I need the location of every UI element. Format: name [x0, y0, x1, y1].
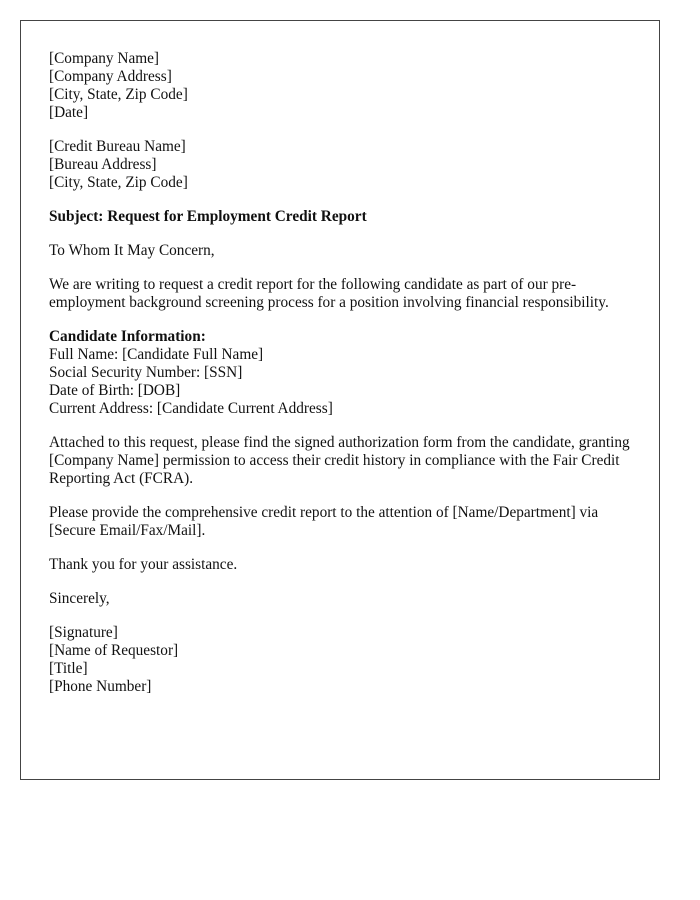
letter-content [49, 50, 639, 712]
authorization-paragraph: Attached to this request, please find the signed authorization form from the candidate, granting [Company Name] permission to access their credit history in compliance with the Fair Credit Reporting Act (FCRA). [49, 434, 630, 487]
signature-placeholder: [Signature] [49, 624, 118, 641]
requestor-phone: [Phone Number] [49, 678, 152, 695]
candidate-address: Current Address: [Candidate Current Address] [49, 400, 333, 417]
sender-company-name: [Company Name] [49, 50, 160, 67]
recipient-address-block [49, 138, 639, 192]
sender-city-state-zip: [City, State, Zip Code] [49, 86, 188, 103]
letter-date: [Date] [49, 104, 89, 121]
subject-line: Subject: Request for Employment Credit Report [49, 208, 367, 225]
candidate-full-name: Full Name: [Candidate Full Name] [49, 346, 264, 363]
sender-address-block [49, 50, 639, 122]
candidate-dob: Date of Birth: [DOB] [49, 382, 181, 399]
salutation: To Whom It May Concern, [49, 242, 215, 259]
sender-company-address: [Company Address] [49, 68, 172, 85]
candidate-info-heading: Candidate Information: [49, 328, 206, 345]
thanks-line: Thank you for your assistance. [49, 556, 238, 573]
intro-paragraph: We are writing to request a credit report for the following candidate as part of our pre-employment background screening process for a position involving financial responsibility. [49, 276, 609, 311]
recipient-bureau-address: [Bureau Address] [49, 156, 157, 173]
candidate-information-block [49, 328, 639, 418]
delivery-paragraph: Please provide the comprehensive credit report to the attention of [Name/Department] via [Secure Email/Fax/Mail]. [49, 504, 599, 539]
letter-page [20, 20, 660, 780]
closing-line: Sincerely, [49, 590, 110, 607]
recipient-bureau-name: [Credit Bureau Name] [49, 138, 186, 155]
requestor-name: [Name of Requestor] [49, 642, 179, 659]
recipient-city-state-zip: [City, State, Zip Code] [49, 174, 188, 191]
candidate-ssn: Social Security Number: [SSN] [49, 364, 243, 381]
signature-block [49, 624, 639, 696]
requestor-title: [Title] [49, 660, 88, 677]
